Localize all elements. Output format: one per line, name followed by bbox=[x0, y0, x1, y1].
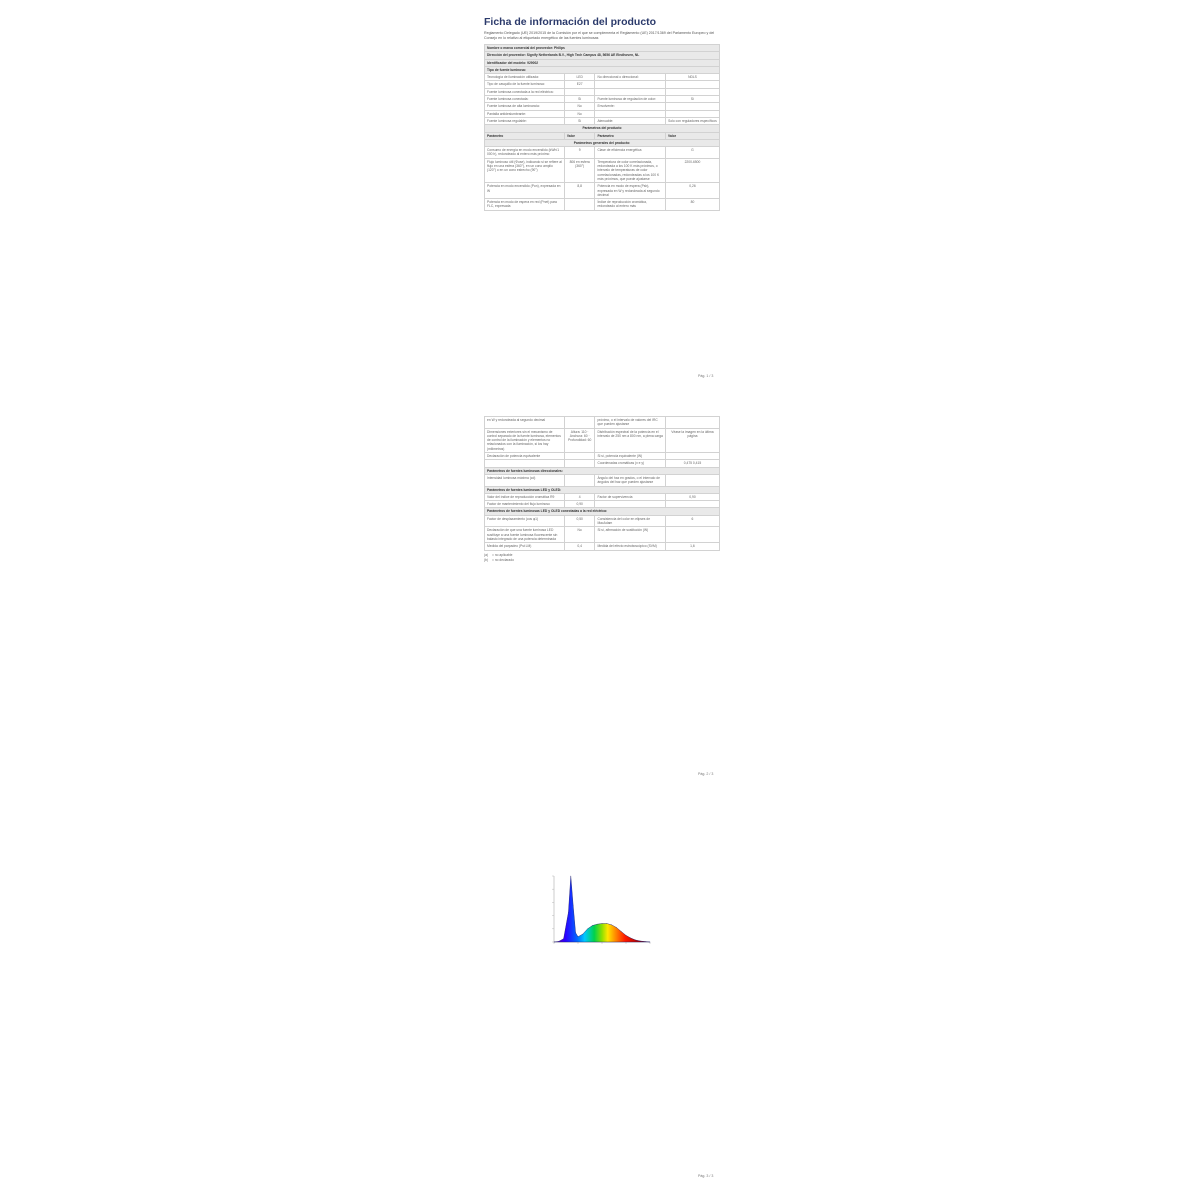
param-value-cell: No bbox=[564, 103, 595, 110]
param-value-cell bbox=[564, 460, 595, 467]
table-row bbox=[485, 199, 720, 211]
document-title: Ficha de información del producto bbox=[484, 16, 657, 28]
param-value-cell: 6 bbox=[665, 515, 719, 527]
param-label-cell: Factor de desplazamiento (cos φ1) bbox=[485, 515, 565, 527]
param-label-cell: Temperatura de color correlacionada, redondeada a los 100 K más próximos, o intervalo de temperaturas de color correlacionadas, redondeadas a los 100 K más próximos, que puede ajustarse bbox=[595, 158, 666, 182]
params-header-row bbox=[485, 132, 720, 139]
table-row bbox=[485, 110, 720, 117]
param-value-cell: 2200-6500 bbox=[665, 158, 719, 182]
param-label-cell bbox=[595, 501, 666, 508]
param-value-cell: E27 bbox=[564, 81, 595, 88]
table-row bbox=[485, 103, 720, 110]
param-label-cell: Fuente luminosa de regulación de color: bbox=[595, 96, 666, 103]
table-row bbox=[485, 147, 720, 159]
table-row bbox=[485, 88, 720, 95]
spectrum-point bbox=[571, 876, 572, 877]
param-value-cell: No bbox=[564, 527, 595, 543]
param-label-cell: Factor de supervivencia bbox=[595, 493, 666, 500]
param-label-cell: Intensidad luminosa máxima (cd) bbox=[485, 474, 565, 486]
table-row bbox=[485, 453, 720, 460]
param-value-cell: 0,26 bbox=[665, 183, 719, 199]
params-head-cell: Valor bbox=[564, 132, 595, 139]
table-row bbox=[485, 428, 720, 452]
section-product-params: Parámetros del producto bbox=[485, 125, 720, 132]
param-label-cell: Tipo de casquillo de la fuente luminosa: bbox=[485, 81, 565, 88]
param-value-cell: Sí bbox=[665, 96, 719, 103]
param-label-cell: Flujo luminoso útil (Φuse), indicando si se refiere al flujo en una esfera (360°), en un cono amplio (120°) o en un cono estrecho (90°) bbox=[485, 158, 565, 182]
table-row bbox=[485, 493, 720, 500]
spectrum-point bbox=[563, 938, 564, 939]
spectrum-point bbox=[559, 941, 560, 942]
param-value-cell bbox=[564, 88, 595, 95]
table-row bbox=[485, 158, 720, 182]
param-value-cell bbox=[665, 103, 719, 110]
param-value-cell: Sí bbox=[564, 117, 595, 124]
param-value-cell bbox=[564, 417, 595, 429]
legend-text: = no aplicable bbox=[492, 552, 513, 557]
param-label-cell: Fuente luminosa conectada: bbox=[485, 96, 565, 103]
general-rows bbox=[485, 147, 720, 211]
param-value-cell: Véase la imagen en la última página bbox=[665, 428, 719, 452]
param-label-cell: Si sí, potencia equivalente (W) bbox=[595, 453, 666, 460]
param-value-cell bbox=[564, 453, 595, 460]
model-id-row: Identificador del modelo: 929002 bbox=[485, 59, 720, 66]
table-row bbox=[485, 474, 720, 486]
legend-symbol: (a) bbox=[484, 552, 489, 557]
spectrum-point bbox=[607, 923, 608, 924]
table-row bbox=[485, 117, 720, 124]
param-value-cell: 0,90 bbox=[665, 493, 719, 500]
spectrum-point bbox=[597, 924, 598, 925]
spectrum-point bbox=[611, 925, 612, 926]
param-value-cell bbox=[665, 527, 719, 543]
param-value-cell: Solo con reguladores específicos bbox=[665, 117, 719, 124]
table-row bbox=[485, 501, 720, 508]
param-value-cell: 80 bbox=[665, 199, 719, 211]
param-label-cell: Ángulo del haz en grados, o el intervalo de ángulos del haz que pueden ajustarse bbox=[595, 474, 666, 486]
param-value-cell: Sí bbox=[564, 96, 595, 103]
param-label-cell bbox=[485, 460, 565, 467]
param-value-cell: No bbox=[564, 110, 595, 117]
directional-rows bbox=[485, 474, 720, 486]
param-label-cell: Factor de mantenimiento del flujo luminoso bbox=[485, 501, 565, 508]
param-value-cell bbox=[665, 88, 719, 95]
spectrum-point bbox=[573, 905, 574, 906]
section-directional-params: Parámetros de fuentes luminosas direccionales: bbox=[485, 467, 720, 474]
spectrum-point bbox=[578, 936, 579, 937]
spectrum-point bbox=[592, 925, 593, 926]
param-label-cell: Atenuable: bbox=[595, 117, 666, 124]
param-label-cell: Pantalla antideslumbrante: bbox=[485, 110, 565, 117]
spectrum-area bbox=[554, 876, 650, 942]
table-row bbox=[485, 183, 720, 199]
param-value-cell: G bbox=[665, 147, 719, 159]
table-row bbox=[485, 527, 720, 543]
page-number-1: Pág. 1 / 3 bbox=[698, 374, 714, 378]
param-label-cell bbox=[595, 81, 666, 88]
table-row bbox=[485, 96, 720, 103]
spectrum-point bbox=[640, 941, 641, 942]
table-row bbox=[485, 515, 720, 527]
param-value-cell bbox=[665, 453, 719, 460]
param-label-cell: Fuente luminosa regulable: bbox=[485, 117, 565, 124]
supplier-row: Nombre o marca comercial del proveedor: Philips bbox=[485, 45, 720, 52]
param-value-cell: 0,90 bbox=[564, 501, 595, 508]
datasheet-page-1 bbox=[484, 16, 720, 211]
param-label-cell: Medida del parpadeo (Pst LM) bbox=[485, 543, 565, 550]
param-label-cell: Clase de eficiencia energética bbox=[595, 147, 666, 159]
param-value-cell bbox=[665, 501, 719, 508]
spectrum-point bbox=[602, 923, 603, 924]
param-value-cell bbox=[564, 474, 595, 486]
spectrum-chart-container bbox=[548, 872, 656, 948]
params-head-cell: Parámetro bbox=[485, 132, 565, 139]
supplier-table bbox=[484, 44, 720, 211]
param-label-cell: Declaración de que una fuente luminosa LED sustituye a una fuente luminosa fluorescente sin balasto integrado de una potencia determinada bbox=[485, 527, 565, 543]
param-value-cell: LED bbox=[564, 74, 595, 81]
param-label-cell: Dimensiones exteriores sin el mecanismo de control separado de la fuente luminosa, elementos de control de la iluminación y elementos no relacionados con la iluminación, si los hay (milímetros) bbox=[485, 428, 565, 452]
param-label-cell: Consumo de energía en modo encendido (kWh/1 000 h), redondeado al entero más próximo bbox=[485, 147, 565, 159]
param-label-cell: Distribución espectral de la potencia en el intervalo de 250 nm a 800 nm, a plena carga bbox=[595, 428, 666, 452]
regulation-intro: Reglamento Delegado (UE) 2019/2015 de la Comisión por el que se complementa el Reglamento (UE) 2017/1369 del Parlamento Europeo y del Consejo en lo relativo al etiquetado energético de las fuentes luminosas bbox=[484, 31, 715, 40]
spectrum-point bbox=[616, 927, 617, 928]
spectrum-point bbox=[645, 941, 646, 942]
param-label-cell: en W y redondeada al segundo decimal bbox=[485, 417, 565, 429]
legend-text: = no declarado bbox=[492, 557, 514, 562]
address-row: Dirección del proveedor: Signify Netherlands B.V., High Tech Campus 48, 5656 AE Eindhoven, NL bbox=[485, 52, 720, 59]
spectrum-point bbox=[583, 934, 584, 935]
params-head-cell: Parámetro bbox=[595, 132, 666, 139]
table-row bbox=[485, 460, 720, 467]
section-led-params: Parámetros de fuentes luminosas LED y OLED: bbox=[485, 486, 720, 493]
section-mains-params: Parámetros de fuentes luminosas LED y OLED conectadas a la red eléctrica: bbox=[485, 508, 720, 515]
spectrum-point bbox=[635, 940, 636, 941]
spectrum-point bbox=[575, 933, 576, 934]
legend bbox=[484, 553, 720, 563]
param-label-cell: Valor del índice de reproducción cromática R9 bbox=[485, 493, 565, 500]
param-label-cell: Tecnología de iluminación utilizada: bbox=[485, 74, 565, 81]
param-value-cell bbox=[665, 417, 719, 429]
param-label-cell: Declaración de potencia equivalente bbox=[485, 453, 565, 460]
led-rows bbox=[485, 493, 720, 508]
param-value-cell: 8,8 bbox=[564, 183, 595, 199]
param-label-cell: Fuente luminosa de alta luminancia: bbox=[485, 103, 565, 110]
type-rows bbox=[485, 74, 720, 125]
spectral-distribution-chart bbox=[548, 872, 656, 948]
table-row bbox=[485, 81, 720, 88]
section-general-params: Parámetros generales del producto: bbox=[485, 139, 720, 146]
param-value-cell: 9 bbox=[564, 147, 595, 159]
param-label-cell: Envolvente: bbox=[595, 103, 666, 110]
param-value-cell: 1,6 bbox=[665, 543, 719, 550]
param-label-cell: Si sí, afirmación de sustitución (W) bbox=[595, 527, 666, 543]
legend-item bbox=[484, 558, 720, 563]
spectrum-point bbox=[621, 931, 622, 932]
param-label-cell: Índice de reproducción cromática, redondeado al entero más bbox=[595, 199, 666, 211]
spectrum-point bbox=[626, 935, 627, 936]
param-value-cell: 0,4 bbox=[564, 543, 595, 550]
page-number-3: Pág. 3 / 3 bbox=[698, 1174, 714, 1178]
datasheet-page-2 bbox=[484, 416, 720, 563]
legend-symbol: (b) bbox=[484, 557, 489, 562]
spectrum-point bbox=[631, 938, 632, 939]
param-label-cell bbox=[595, 110, 666, 117]
param-value-cell: NDLS bbox=[665, 74, 719, 81]
param-label-cell: próximo, o el intervalo de valores del IRC que pueden ajustarse bbox=[595, 417, 666, 429]
param-label-cell: Coordenadas cromáticas (x e y) bbox=[595, 460, 666, 467]
table-row bbox=[485, 74, 720, 81]
spectrum-point bbox=[568, 912, 569, 913]
param-label-cell: No direccional o direccional: bbox=[595, 74, 666, 81]
param-value-cell bbox=[564, 199, 595, 211]
param-label-cell: Consistencia del color en elipses de MacAdam bbox=[595, 515, 666, 527]
param-value-cell bbox=[665, 81, 719, 88]
spectrum-point bbox=[587, 929, 588, 930]
param-label-cell: Potencia en modo encendido (Pon), expresada en W bbox=[485, 183, 565, 199]
page-number-2: Pág. 2 / 3 bbox=[698, 772, 714, 776]
param-label-cell: Medida del efecto estroboscópico (SVM) bbox=[595, 543, 666, 550]
param-label-cell: Fuente luminosa conectada a la red eléctrica: bbox=[485, 88, 565, 95]
param-label-cell: Potencia en modo de espera en red (Pnet) para FLC, expresada bbox=[485, 199, 565, 211]
params-head-cell: Valor bbox=[665, 132, 719, 139]
param-value-cell bbox=[665, 474, 719, 486]
continued-rows bbox=[485, 417, 720, 468]
section-light-source-type: Tipo de fuente luminosa: bbox=[485, 66, 720, 73]
parameters-table-continued bbox=[484, 416, 720, 551]
param-value-cell: 4 bbox=[564, 493, 595, 500]
table-row bbox=[485, 417, 720, 429]
spectrum-point bbox=[650, 942, 651, 943]
param-value-cell bbox=[665, 110, 719, 117]
table-row bbox=[485, 543, 720, 550]
param-value-cell: 0,50 bbox=[564, 515, 595, 527]
chart-plot-area bbox=[554, 876, 651, 943]
param-value-cell: 0,475 0,415 bbox=[665, 460, 719, 467]
mains-rows bbox=[485, 515, 720, 550]
param-label-cell bbox=[595, 88, 666, 95]
param-value-cell: Altura: 110 · Anchura: 60 · Profundidad: 60 bbox=[564, 428, 595, 452]
param-value-cell: 806 en esfera (360°) bbox=[564, 158, 595, 182]
spectrum-point bbox=[554, 942, 555, 943]
param-label-cell: Potencia en modo de espera (Psb), expresada en W y redondeada al segundo decimal bbox=[595, 183, 666, 199]
